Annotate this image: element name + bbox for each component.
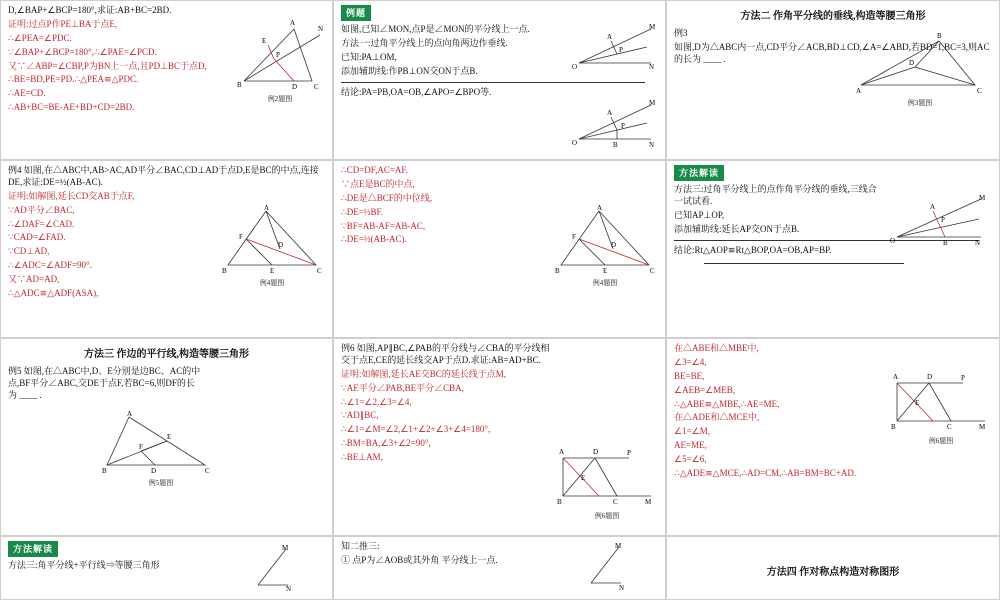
text-line: D,∠BAP+∠BCP=180°,求证:AB+BC=2BD. xyxy=(8,5,172,15)
svg-text:N: N xyxy=(649,63,655,71)
svg-text:P: P xyxy=(621,122,625,130)
text-line: ∠3=∠4, xyxy=(674,356,707,367)
figure-example6 xyxy=(555,444,659,521)
text-line: 方法三:过角平分线上的点作角平分线的垂线,三线合一试试看. xyxy=(674,184,877,206)
svg-text:F: F xyxy=(572,233,576,241)
text-line: AE=ME, xyxy=(674,440,707,451)
svg-text:C: C xyxy=(314,83,319,91)
svg-text:P: P xyxy=(619,46,623,54)
svg-text:N: N xyxy=(649,141,655,149)
text-line: ∴∠ADC=∠ADF=90°. xyxy=(8,260,92,271)
svg-text:B: B xyxy=(555,267,560,275)
text-line: ∴∠1=∠2,∠3=∠4, xyxy=(341,396,412,407)
svg-text:A: A xyxy=(559,448,565,456)
cell-example4 xyxy=(0,160,333,338)
text-line: ∴DE=½(AB-AC). xyxy=(341,234,407,245)
text-line: ∴∠PEA=∠PDC. xyxy=(8,32,72,43)
svg-text:N: N xyxy=(318,25,324,33)
text-line: ∴BE=BD,PE=PD.∴△PEA≌△PDC. xyxy=(8,74,139,85)
text-line: 结论:Rt△AOP≌Rt△BOP,OA=OB,AP=BP. xyxy=(674,244,832,255)
svg-text:B: B xyxy=(937,32,942,40)
svg-text:A: A xyxy=(607,109,613,117)
text-line: 又∵∠ABP=∠CBP,P为BN上一点,且PD⊥BC于点D, xyxy=(8,60,207,71)
svg-text:N: N xyxy=(619,584,625,591)
svg-text:E: E xyxy=(581,474,586,482)
figure-caption: 例4题图 xyxy=(259,279,285,287)
figure-caption: 例5题图 xyxy=(148,479,174,487)
svg-text:A: A xyxy=(597,205,603,212)
cell-method4 xyxy=(666,536,1000,600)
svg-text:E: E xyxy=(603,267,608,275)
text-line: ∴CD=DF,AC=AF. xyxy=(341,165,408,175)
svg-text:N: N xyxy=(286,585,292,591)
svg-text:M: M xyxy=(649,23,656,31)
text-line: 又∵AD=AD, xyxy=(8,274,60,284)
svg-text:C: C xyxy=(205,467,210,475)
text-line: 证明:如解图,延长AE交BC的延长线于点M, xyxy=(341,368,507,379)
figure-caption: 例2题图 xyxy=(267,95,293,103)
svg-text:A: A xyxy=(893,373,899,381)
cell-example6-cont xyxy=(666,338,1000,536)
text-line: ∴BE⊥AM, xyxy=(341,452,383,462)
cell-method2 xyxy=(666,0,1000,160)
svg-text:O: O xyxy=(572,63,578,71)
figure-angle-bisector-2 xyxy=(571,99,657,155)
section-title: 方法四 作对称点构造对称图形 xyxy=(766,567,900,578)
figure-example6-solution xyxy=(889,369,993,446)
text-line: 在△ADE和△MCE中, xyxy=(674,412,760,423)
svg-text:C: C xyxy=(947,423,952,431)
text-line: 证明:如解图,延长CD交AB于点F, xyxy=(8,190,135,201)
svg-text:M: M xyxy=(979,195,986,202)
svg-text:P: P xyxy=(276,51,280,59)
cell-example6 xyxy=(333,338,666,536)
section-title: 方法二 作角平分线的垂线,构造等腰三角形 xyxy=(740,11,926,22)
figure-parallel-bisector xyxy=(252,545,292,591)
text-line: ∴∠1=∠M=∠2,∠1+∠2+∠3+∠4=180°, xyxy=(341,424,491,435)
cell-conclusion-note xyxy=(333,536,666,600)
text-line: ∴△ADE≌△MCE,∴AD=CM,∴AB=BM=BC+AD. xyxy=(674,467,857,478)
text-line: 结论:PA=PB,OA=OB,∠APO=∠BPO等. xyxy=(341,86,492,97)
svg-text:B: B xyxy=(943,239,948,247)
section-tag-method-reading: 方法解读 xyxy=(674,165,724,181)
answer-blank-line xyxy=(704,262,904,264)
text-line: ∴△ABE≌△MBE,∴AE=ME, xyxy=(674,398,780,409)
svg-text:C: C xyxy=(613,498,618,506)
figure-angle-bisector-1 xyxy=(571,23,657,81)
text-line: ∵AE平分∠PAB,BE平分∠CBA, xyxy=(341,382,464,393)
text-line: ∠1=∠M, xyxy=(674,426,710,437)
figure-example4 xyxy=(220,205,324,288)
svg-text:E: E xyxy=(262,37,267,45)
text-line: ∴∠DAF=∠CAD. xyxy=(8,218,75,229)
figure-example2 xyxy=(234,15,326,104)
figure-perpendicular-bisector xyxy=(889,195,989,251)
text-line: ∴AB+BC=BE-AE+BD+CD=2BD. xyxy=(8,102,135,113)
text-line: ∴△ADC≌△ADF(ASA), xyxy=(8,287,99,298)
text-line: 如图,已知∠MON,点P是∠MON的平分线上一点. xyxy=(341,24,530,34)
figure-caption: 例6题图 xyxy=(594,512,620,520)
example-number: 例6 xyxy=(341,343,355,353)
svg-text:M: M xyxy=(645,498,652,506)
svg-text:A: A xyxy=(127,411,133,418)
svg-text:A: A xyxy=(856,87,862,95)
example-number: 例5 xyxy=(8,366,22,376)
svg-text:D: D xyxy=(292,83,298,91)
svg-text:E: E xyxy=(915,399,920,407)
svg-text:D: D xyxy=(611,241,617,249)
svg-text:D: D xyxy=(909,59,915,67)
text-line: 添加辅助线:延长AP交ON于点B. xyxy=(674,223,800,234)
text-line: 添加辅助线:作PB⊥ON交ON于点B. xyxy=(341,65,478,76)
section-tag-example: 例题 xyxy=(341,5,371,21)
figure-example3 xyxy=(855,27,985,108)
text-line: 方法一:过角平分线上的点向角两边作垂线. xyxy=(341,37,508,48)
svg-text:A: A xyxy=(290,19,296,27)
svg-text:B: B xyxy=(557,498,562,506)
section-tag-method-reading: 方法解读 xyxy=(8,541,58,557)
example-number: 例3 xyxy=(674,28,688,38)
cell-method-reading-1 xyxy=(666,160,1000,338)
svg-text:B: B xyxy=(237,81,242,89)
text-line: ∵BF=AB-AF=AB-AC, xyxy=(341,220,426,231)
svg-text:O: O xyxy=(890,237,896,245)
text-line: 如图,AP∥BC,∠PAB的平分线与∠CBA的平分线相交于点E,CE的延长线交AP于点D.求证:AB=AD+BC. xyxy=(341,343,550,365)
text-line: ∵∠BAP+∠BCP=180°,∴∠PAE=∠PCD. xyxy=(8,46,157,57)
text-line: BE=BE, xyxy=(674,370,705,381)
svg-text:D: D xyxy=(593,448,599,456)
svg-text:A: A xyxy=(264,205,270,212)
text-line: 如图,在△ABC中,AB>AC,AD平分∠BAC,CD⊥AD于点D,E是BC的中点,连接DE,求证:DE=½(AB-AC). xyxy=(8,165,319,187)
figure-caption: 例6题图 xyxy=(928,437,954,445)
svg-text:M: M xyxy=(649,99,656,107)
svg-text:B: B xyxy=(613,141,618,149)
svg-text:D: D xyxy=(151,467,157,475)
svg-text:C: C xyxy=(977,87,982,95)
svg-text:N: N xyxy=(975,239,981,247)
text-line: ∵AD平分∠BAC, xyxy=(8,204,75,215)
cell-method3 xyxy=(0,338,333,536)
cell-example2-proof xyxy=(0,0,333,160)
cell-method-reading-2 xyxy=(0,536,333,600)
text-line: 已知AP⊥OP, xyxy=(674,209,725,220)
figure-caption: 例3题图 xyxy=(907,99,933,107)
text-line: ∴DE是△BCF的中位线, xyxy=(341,192,432,203)
svg-text:M: M xyxy=(979,423,986,431)
text-line: ∵CD⊥AD, xyxy=(8,246,50,257)
text-line: ∠AEB=∠MEB, xyxy=(674,384,735,395)
svg-text:P: P xyxy=(627,449,631,457)
svg-text:F: F xyxy=(239,233,243,241)
text-line: ∠5=∠6, xyxy=(674,454,707,464)
text-line: 如图,在△ABC中,D、E分别是边BC、AC的中点,BF平分∠ABC,交DE于点F,若BC=6,则DF的长为 ____ . xyxy=(8,366,201,400)
text-line: 证明:过点P作PE⊥BA于点E, xyxy=(8,18,118,29)
figure-angle-note xyxy=(585,543,625,591)
svg-text:P: P xyxy=(941,216,945,224)
svg-text:M: M xyxy=(282,545,289,552)
cell-example-method1 xyxy=(333,0,666,160)
svg-text:D: D xyxy=(927,373,933,381)
text-line: ① 点P为∠AOB或其外角 平分线上一点. xyxy=(341,554,498,565)
svg-text:A: A xyxy=(607,33,613,41)
text-line: 已知:PA⊥OM, xyxy=(341,51,397,62)
text-line: 方法三:角平分线+平行线⇒等腰三角形 xyxy=(8,560,160,570)
svg-text:O: O xyxy=(572,139,578,147)
svg-text:D: D xyxy=(278,241,284,249)
svg-text:E: E xyxy=(167,433,172,441)
svg-text:C: C xyxy=(650,267,655,275)
svg-text:B: B xyxy=(102,467,107,475)
text-line: ∴DE=½BF. xyxy=(341,206,384,217)
section-title: 方法三 作边的平行线,构造等腰三角形 xyxy=(84,349,249,360)
text-line: 如图,D为△ABC内一点,CD平分∠ACB,BD⊥CD,∠A=∠ABD,若BD=1,BC=3,则AC的长为 ____ . xyxy=(674,41,990,64)
cell-example4-cont xyxy=(333,160,666,338)
figure-caption: 例4题图 xyxy=(592,279,618,287)
figure-example4-solution xyxy=(553,205,657,288)
svg-text:C: C xyxy=(317,267,322,275)
text-line: ∴AE=CD. xyxy=(8,88,46,99)
example-number: 例4 xyxy=(8,165,22,175)
text-line: ∵AD∥BC, xyxy=(341,410,379,421)
svg-text:F: F xyxy=(139,443,143,451)
text-line: ∵点E是BC的中点, xyxy=(341,178,415,189)
svg-text:P: P xyxy=(961,374,965,382)
svg-text:B: B xyxy=(222,267,227,275)
text-line: 在△ABE和△MBE中, xyxy=(674,343,759,353)
svg-text:M: M xyxy=(615,543,622,550)
text-line: 知二推三: xyxy=(341,541,380,551)
divider xyxy=(341,82,645,83)
svg-text:A: A xyxy=(930,203,936,211)
text-line: ∴BM=BA,∠3+∠2=90°, xyxy=(341,438,431,449)
svg-text:E: E xyxy=(270,267,275,275)
text-line: ∵CAD=∠FAD. xyxy=(8,232,66,243)
figure-example5 xyxy=(101,411,221,488)
svg-text:B: B xyxy=(891,423,896,431)
